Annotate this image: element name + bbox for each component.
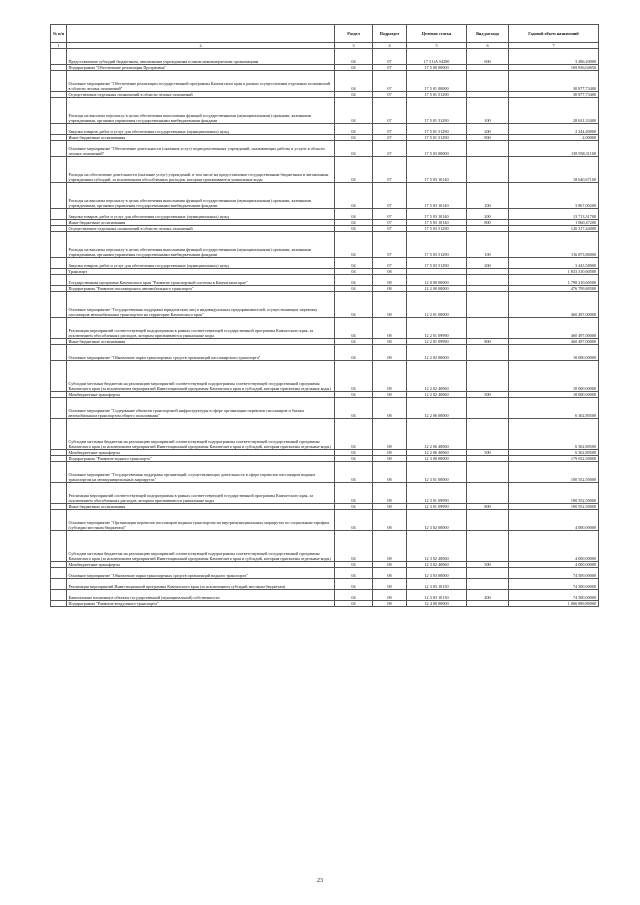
row-amount-cell: 10 000,00000 <box>509 361 599 392</box>
row-podrazdel-cell: 08 <box>373 318 407 339</box>
table-row <box>51 601 599 607</box>
row-number-cell <box>51 398 67 419</box>
row-amount-cell: 100 552,50000 <box>509 504 599 510</box>
row-target-article-cell: 17 5 03 10140 <box>407 220 467 226</box>
row-amount-cell: 120 317,44000 <box>509 226 599 232</box>
row-name-cell: Осуществление отдельных полномочий в области лесных отношений <box>67 92 335 98</box>
row-podrazdel-cell: 08 <box>373 462 407 483</box>
row-target-article-cell: 17 3 GA 54290 <box>407 49 467 65</box>
row-razdel-cell: 04 <box>335 601 373 607</box>
row-name-cell: Основное мероприятие "Государственная поддержка юридических лиц и индивидуальных предпринимателей, осуществляющих перевозку пассажиров автомобильным транспортом на территории Камчатского края" <box>67 292 335 318</box>
row-number-cell <box>51 49 67 65</box>
row-razdel-cell: 04 <box>335 71 373 92</box>
row-amount-cell: 3 867,00200 <box>509 183 599 209</box>
table-row <box>51 209 599 220</box>
row-name-cell: Субсидии местным бюджетам на реализацию мероприятий соответствующей подпрограммы соответствующей государственной программы Камчатского края (за исключением мероприятий Инвестиционной программы Камчатского края и субсидий, которым присвоены отдельные коды) <box>67 531 335 562</box>
row-number-cell <box>51 275 67 286</box>
row-expense-type-cell <box>467 292 509 318</box>
row-expense-type-cell: 100 <box>467 183 509 209</box>
row-name-cell: Расходы на выплаты персоналу в целях обеспечения выполнения функций государственными (муниципальными) органами, казенными учреждениями, органами управления государственными внебюджетными фондами <box>67 98 335 124</box>
row-expense-type-cell <box>467 318 509 339</box>
row-amount-cell: 460 497,00000 <box>509 292 599 318</box>
row-number-cell <box>51 531 67 562</box>
row-target-article-cell: 12 2 02 40060 <box>407 392 467 398</box>
row-podrazdel-cell: 08 <box>373 510 407 531</box>
row-amount-cell: 2,00000 <box>509 135 599 141</box>
table-row <box>51 590 599 601</box>
table-row <box>51 361 599 392</box>
row-name-cell: Расходы на выплаты персоналу в целях обеспечения выполнения функций государственными (муниципальными) органами, казенными учреждениями, органами управления государственными внебюджетными фондами <box>67 183 335 209</box>
row-expense-type-cell: 600 <box>467 49 509 65</box>
table-row <box>51 141 599 157</box>
row-target-article-cell: 12 3 02 40060 <box>407 531 467 562</box>
row-expense-type-cell: 800 <box>467 504 509 510</box>
header-row <box>51 25 599 43</box>
row-expense-type-cell: 500 <box>467 450 509 456</box>
page-number: 23 <box>317 878 323 884</box>
row-number-cell <box>51 361 67 392</box>
header-razdel: Раздел <box>335 25 373 43</box>
row-amount-cell: 3 286,20000 <box>509 49 599 65</box>
row-razdel-cell: 04 <box>335 392 373 398</box>
row-target-article-cell: 12 4 00 00000 <box>407 601 467 607</box>
table-row <box>51 71 599 92</box>
row-name-cell: Капитальные вложения в объекты государственной (муниципальной) собственности <box>67 590 335 601</box>
row-amount-cell: 1 833 310,60500 <box>509 269 599 275</box>
row-amount-cell: 28 631,33400 <box>509 98 599 124</box>
row-expense-type-cell <box>467 419 509 450</box>
row-target-article-cell: 17 5 00 00000 <box>407 65 467 71</box>
row-podrazdel-cell: 07 <box>373 49 407 65</box>
table-row <box>51 183 599 209</box>
row-name-cell: Реализация мероприятий соответствующей подпрограммы в рамках соответствующей государственной программы Камчатского края, за исключением обособленных расходов, которым присваиваются уникальные коды <box>67 483 335 504</box>
row-razdel-cell: 04 <box>335 232 373 258</box>
row-podrazdel-cell: 08 <box>373 286 407 292</box>
row-razdel-cell: 04 <box>335 510 373 531</box>
row-number-cell <box>51 419 67 450</box>
row-target-article-cell: 12 2 00 00000 <box>407 286 467 292</box>
row-target-article-cell: 12 3 03 10130 <box>407 579 467 590</box>
row-expense-type-cell: 200 <box>467 209 509 220</box>
row-amount-cell: 169 836,04650 <box>509 65 599 71</box>
row-podrazdel-cell: 08 <box>373 345 407 361</box>
row-razdel-cell: 04 <box>335 183 373 209</box>
row-podrazdel-cell: 08 <box>373 531 407 562</box>
row-podrazdel-cell: 08 <box>373 562 407 568</box>
row-razdel-cell: 04 <box>335 124 373 135</box>
row-expense-type-cell: 200 <box>467 258 509 269</box>
row-expense-type-cell <box>467 483 509 504</box>
table-row <box>51 49 599 65</box>
row-podrazdel-cell: 07 <box>373 209 407 220</box>
row-expense-type-cell: 100 <box>467 98 509 124</box>
header-podrazdel: Подраздел <box>373 25 407 43</box>
row-name-cell: Основное мероприятие "Государственная поддержка организаций, осуществляющих деятельность в сфере перевозок пассажиров водным транспортом на межмуниципальных маршрутах" <box>67 462 335 483</box>
row-name-cell: Реализация мероприятий Инвестиционной программы Камчатского края (за исключением субсидий местным бюджетам) <box>67 579 335 590</box>
row-number-cell <box>51 98 67 124</box>
row-razdel-cell: 04 <box>335 49 373 65</box>
row-name-cell: Основное мероприятие "Содержание объектов транспортной инфраструктуры в сфере организации перевозок пассажиров и багажа автомобильным транспортом общего пользования" <box>67 398 335 419</box>
row-amount-cell: 4 000,00000 <box>509 531 599 562</box>
row-number-cell <box>51 258 67 269</box>
column-number: 1 <box>51 43 67 49</box>
row-podrazdel-cell: 07 <box>373 92 407 98</box>
row-number-cell <box>51 292 67 318</box>
row-number-cell <box>51 601 67 607</box>
row-razdel-cell: 04 <box>335 65 373 71</box>
row-target-article-cell: 12 3 01 00000 <box>407 462 467 483</box>
row-expense-type-cell <box>467 568 509 579</box>
table-row <box>51 398 599 419</box>
row-number-cell <box>51 345 67 361</box>
row-razdel-cell: 04 <box>335 568 373 579</box>
row-razdel-cell: 04 <box>335 258 373 269</box>
row-name-cell: Подпрограмма "Развитие воздушного транспорта" <box>67 601 335 607</box>
row-amount-cell: 1 060,47200 <box>509 220 599 226</box>
table-row <box>51 292 599 318</box>
row-number-cell <box>51 209 67 220</box>
row-razdel-cell: 04 <box>335 275 373 286</box>
row-expense-type-cell <box>467 531 509 562</box>
row-name-cell: Основное мероприятие "Обновление парка транспортных средств организаций пассажирского транспорта" <box>67 345 335 361</box>
row-name-cell: Межбюджетные трансферты <box>67 450 335 456</box>
table-row <box>51 98 599 124</box>
row-amount-cell: 6 302,80500 <box>509 398 599 419</box>
row-expense-type-cell <box>467 275 509 286</box>
row-target-article-cell: 12 2 02 00000 <box>407 345 467 361</box>
row-name-cell: Осуществление отдельных полномочий в области лесных отношений <box>67 226 335 232</box>
row-podrazdel-cell: 08 <box>373 269 407 275</box>
row-razdel-cell: 04 <box>335 398 373 419</box>
row-razdel-cell: 04 <box>335 92 373 98</box>
table-row <box>51 531 599 562</box>
row-amount-cell: 116 873,86000 <box>509 232 599 258</box>
row-podrazdel-cell: 08 <box>373 398 407 419</box>
row-expense-type-cell <box>467 462 509 483</box>
row-target-article-cell: 17 5 01 00000 <box>407 71 467 92</box>
row-name-cell: Основное мероприятие "Обеспечение деятельности (оказания услуг) подведомственных учреждений, оказывающих работы и услуги в области лесных отношений" <box>67 141 335 157</box>
row-razdel-cell: 04 <box>335 286 373 292</box>
row-amount-cell: 460 497,00000 <box>509 318 599 339</box>
table-row <box>51 568 599 579</box>
row-expense-type-cell: 500 <box>467 562 509 568</box>
row-amount-cell: 2 244,40000 <box>509 124 599 135</box>
row-target-article-cell: 17 5 01 51290 <box>407 92 467 98</box>
row-podrazdel-cell: 08 <box>373 392 407 398</box>
row-name-cell: Субсидии местным бюджетам на реализацию мероприятий соответствующей подпрограммы соответствующей государственной программы Камчатского края (за исключением мероприятий Инвестиционной программы Камчатского края и субсидий, которым присвоены отдельные коды) <box>67 361 335 392</box>
column-number: 6 <box>467 43 509 49</box>
header-annual-amount: Годовой объем назначений <box>509 25 599 43</box>
table-row <box>51 124 599 135</box>
row-target-article-cell: 12 0 00 00000 <box>407 275 467 286</box>
row-name-cell: Подпрограмма "Развитие пассажирского автомобильного транспорта" <box>67 286 335 292</box>
row-number-cell <box>51 483 67 504</box>
row-amount-cell: 138 958,31100 <box>509 141 599 157</box>
header-number: № п/п <box>51 25 67 43</box>
row-expense-type-cell: 800 <box>467 339 509 345</box>
row-razdel-cell: 04 <box>335 579 373 590</box>
row-podrazdel-cell: 08 <box>373 483 407 504</box>
row-target-article-cell: 12 3 01 09990 <box>407 504 467 510</box>
row-podrazdel-cell: 08 <box>373 601 407 607</box>
row-podrazdel-cell: 08 <box>373 450 407 456</box>
row-razdel-cell: 04 <box>335 220 373 226</box>
row-name-cell: Закупка товаров, работ и услуг для обеспечения государственных (муниципальных) нужд <box>67 258 335 269</box>
row-name-cell: Расходы на выплаты персоналу в целях обеспечения выполнения функций государственными (муниципальными) органами, казенными учреждениями, органами управления государственными внебюджетными фондами <box>67 232 335 258</box>
row-podrazdel-cell: 07 <box>373 98 407 124</box>
row-razdel-cell: 04 <box>335 562 373 568</box>
row-podrazdel-cell: 08 <box>373 275 407 286</box>
row-razdel-cell: 04 <box>335 226 373 232</box>
table-row <box>51 462 599 483</box>
row-name-cell: Реализация мероприятий соответствующей подпрограммы в рамках соответствующей государственной программы Камчатского края, за исключением обособленных расходов, которым присваиваются уникальные коды <box>67 318 335 339</box>
header-name <box>67 25 335 43</box>
row-amount-cell: 4 000,00000 <box>509 510 599 531</box>
row-target-article-cell: 12 2 06 40060 <box>407 419 467 450</box>
row-expense-type-cell <box>467 345 509 361</box>
column-number: 2 <box>67 43 335 49</box>
row-name-cell: Иные бюджетные ассигнования <box>67 135 335 141</box>
row-expense-type-cell <box>467 361 509 392</box>
row-podrazdel-cell: 07 <box>373 71 407 92</box>
row-target-article-cell: 12 3 03 00000 <box>407 568 467 579</box>
row-target-article-cell: 17 5 01 51290 <box>407 98 467 124</box>
row-amount-cell: 30 877,73400 <box>509 71 599 92</box>
row-amount-cell: 74 500,00000 <box>509 590 599 601</box>
row-target-article-cell: 12 2 02 40060 <box>407 361 467 392</box>
row-podrazdel-cell: 07 <box>373 183 407 209</box>
row-amount-cell: 476 799,80500 <box>509 286 599 292</box>
row-razdel-cell: 04 <box>335 531 373 562</box>
header-target-article: Целевая статья <box>407 25 467 43</box>
table-row <box>51 232 599 258</box>
table-row <box>51 345 599 361</box>
row-amount-cell: 1 066 889,80000 <box>509 601 599 607</box>
row-razdel-cell: 04 <box>335 269 373 275</box>
row-razdel-cell: 04 <box>335 292 373 318</box>
row-razdel-cell: 04 <box>335 462 373 483</box>
row-razdel-cell: 04 <box>335 157 373 183</box>
row-podrazdel-cell: 08 <box>373 419 407 450</box>
row-expense-type-cell <box>467 141 509 157</box>
table-body <box>51 49 599 607</box>
row-target-article-cell: 12 2 06 00000 <box>407 398 467 419</box>
row-expense-type-cell <box>467 398 509 419</box>
row-name-cell: Межбюджетные трансферты <box>67 562 335 568</box>
row-target-article-cell: 12 2 01 00000 <box>407 292 467 318</box>
row-number-cell <box>51 462 67 483</box>
row-name-cell: Основное мероприятие "Организация перевозок пассажиров водным транспортом на внутримуниципальных маршрутах по социальным тарифам (субсидии местным бюджетам)" <box>67 510 335 531</box>
row-amount-cell: 1 798 210,60500 <box>509 275 599 286</box>
table-row <box>51 510 599 531</box>
row-number-cell <box>51 232 67 258</box>
row-podrazdel-cell: 07 <box>373 220 407 226</box>
table-row <box>51 419 599 450</box>
table-row <box>51 258 599 269</box>
row-amount-cell: 74 500,00000 <box>509 568 599 579</box>
row-name-cell: Иные бюджетные ассигнования <box>67 504 335 510</box>
row-target-article-cell: 17 5 03 51290 <box>407 226 467 232</box>
row-razdel-cell: 04 <box>335 361 373 392</box>
row-razdel-cell: 04 <box>335 135 373 141</box>
row-podrazdel-cell: 08 <box>373 590 407 601</box>
row-name-cell: Предоставление субсидий бюджетным, автономным учреждениям и иным некоммерческим организациям <box>67 49 335 65</box>
table-row <box>51 579 599 590</box>
row-number-cell <box>51 124 67 135</box>
budget-allocation-table <box>50 24 599 607</box>
table-row <box>51 157 599 183</box>
row-expense-type-cell <box>467 71 509 92</box>
row-amount-cell: 13 713,31700 <box>509 209 599 220</box>
row-target-article-cell: 12 3 02 00000 <box>407 510 467 531</box>
row-number-cell <box>51 590 67 601</box>
row-target-article-cell: 12 3 03 10130 <box>407 590 467 601</box>
row-number-cell <box>51 183 67 209</box>
row-expense-type-cell: 100 <box>467 232 509 258</box>
row-target-article-cell: 17 5 03 10140 <box>407 183 467 209</box>
row-target-article-cell: 17 5 01 51290 <box>407 135 467 141</box>
row-name-cell: Субсидии местным бюджетам на реализацию мероприятий соответствующей подпрограммы соответствующей государственной программы Камчатского края (за исключением мероприятий Инвестиционной программы Камчатского края и субсидий, которым присвоены отдельные коды) <box>67 419 335 450</box>
column-number: 3 <box>335 43 373 49</box>
row-expense-type-cell: 500 <box>467 392 509 398</box>
row-podrazdel-cell: 08 <box>373 361 407 392</box>
row-podrazdel-cell: 07 <box>373 65 407 71</box>
row-name-cell: Закупка товаров, работ и услуг для обеспечения государственных (муниципальных) нужд <box>67 209 335 220</box>
header-expense-type: Вид расхода <box>467 25 509 43</box>
row-name-cell: Государственная программа Камчатского края "Развитие транспортной системы в Камчатском крае" <box>67 275 335 286</box>
row-expense-type-cell <box>467 601 509 607</box>
budget-document-page <box>50 24 598 607</box>
row-name-cell: Подпрограмма "Обеспечение реализации Программы" <box>67 65 335 71</box>
row-podrazdel-cell: 08 <box>373 456 407 462</box>
row-target-article-cell: 12 2 01 09990 <box>407 318 467 339</box>
row-podrazdel-cell: 07 <box>373 157 407 183</box>
row-razdel-cell: 04 <box>335 98 373 124</box>
row-number-cell <box>51 318 67 339</box>
row-podrazdel-cell: 07 <box>373 124 407 135</box>
row-target-article-cell: 12 3 02 40060 <box>407 562 467 568</box>
row-number-cell <box>51 71 67 92</box>
row-number-cell <box>51 510 67 531</box>
row-razdel-cell: 04 <box>335 339 373 345</box>
row-name-cell: Транспорт <box>67 269 335 275</box>
row-razdel-cell: 04 <box>335 345 373 361</box>
row-podrazdel-cell: 08 <box>373 568 407 579</box>
row-target-article-cell: 17 5 03 51290 <box>407 232 467 258</box>
row-amount-cell: 179 052,50000 <box>509 456 599 462</box>
row-razdel-cell: 04 <box>335 483 373 504</box>
column-number: 7 <box>509 43 599 49</box>
row-target-article-cell: 12 3 01 09990 <box>407 483 467 504</box>
row-name-cell: Иные бюджетные ассигнования <box>67 220 335 226</box>
row-expense-type-cell: 800 <box>467 220 509 226</box>
column-number: 5 <box>407 43 467 49</box>
row-amount-cell: 100 552,50000 <box>509 483 599 504</box>
row-number-cell <box>51 157 67 183</box>
row-podrazdel-cell: 07 <box>373 226 407 232</box>
row-podrazdel-cell: 08 <box>373 339 407 345</box>
row-target-article-cell: 17 5 01 51290 <box>407 124 467 135</box>
row-razdel-cell: 04 <box>335 141 373 157</box>
row-name-cell: Основное мероприятие "Обеспечение реализации государственной программы Камчатского края в рамках осуществления отдельных полномочий в области лесных отношений" <box>67 71 335 92</box>
row-amount-cell: 18 640,67100 <box>509 157 599 183</box>
table-row <box>51 318 599 339</box>
row-expense-type-cell <box>467 510 509 531</box>
row-name-cell: Межбюджетные трансферты <box>67 392 335 398</box>
row-razdel-cell: 04 <box>335 504 373 510</box>
row-amount-cell: 10 000,00000 <box>509 392 599 398</box>
row-name-cell: Расходы на обеспечение деятельности (оказание услуг) учреждений, в том числе на предоставление государственным бюджетным и автономным учреждениям субсидий, за исключением обособленных расходов, которым присваиваются уникальные коды <box>67 157 335 183</box>
row-amount-cell: 10 000,00000 <box>509 345 599 361</box>
row-name-cell: Подпрограмма "Развитие водного транспорта" <box>67 456 335 462</box>
row-podrazdel-cell: 07 <box>373 141 407 157</box>
table-row <box>51 483 599 504</box>
row-number-cell <box>51 141 67 157</box>
row-razdel-cell: 04 <box>335 419 373 450</box>
row-target-article-cell: 17 5 03 10140 <box>407 157 467 183</box>
row-number-cell <box>51 579 67 590</box>
row-amount-cell: 4 000,00000 <box>509 562 599 568</box>
column-number: 4 <box>373 43 407 49</box>
row-target-article-cell: 12 3 00 00000 <box>407 456 467 462</box>
row-target-article-cell: 12 2 06 40060 <box>407 450 467 456</box>
row-amount-cell: 460 497,00000 <box>509 339 599 345</box>
row-razdel-cell: 04 <box>335 450 373 456</box>
row-amount-cell: 6 302,80500 <box>509 450 599 456</box>
row-razdel-cell: 04 <box>335 456 373 462</box>
row-target-article-cell: 17 5 03 00000 <box>407 141 467 157</box>
row-amount-cell: 30 877,73400 <box>509 92 599 98</box>
row-amount-cell: 6 302,80500 <box>509 419 599 450</box>
row-razdel-cell: 04 <box>335 318 373 339</box>
row-expense-type-cell <box>467 157 509 183</box>
row-amount-cell: 100 552,50000 <box>509 462 599 483</box>
row-expense-type-cell: 200 <box>467 124 509 135</box>
row-razdel-cell: 04 <box>335 209 373 220</box>
row-name-cell: Иные бюджетные ассигнования <box>67 339 335 345</box>
row-target-article-cell: 17 5 03 10140 <box>407 209 467 220</box>
row-number-cell <box>51 568 67 579</box>
row-podrazdel-cell: 07 <box>373 232 407 258</box>
row-target-article-cell: 17 5 03 51290 <box>407 258 467 269</box>
row-amount-cell: 3 443,58000 <box>509 258 599 269</box>
row-name-cell: Основное мероприятие "Обновление парка транспортных средств организаций водного транспорта" <box>67 568 335 579</box>
row-razdel-cell: 04 <box>335 590 373 601</box>
row-target-article-cell: 12 2 01 09990 <box>407 339 467 345</box>
row-expense-type-cell: 800 <box>467 135 509 141</box>
row-podrazdel-cell: 08 <box>373 292 407 318</box>
row-amount-cell: 74 500,00000 <box>509 579 599 590</box>
row-name-cell: Закупка товаров, работ и услуг для обеспечения государственных (муниципальных) нужд <box>67 124 335 135</box>
table-row <box>51 275 599 286</box>
row-podrazdel-cell: 08 <box>373 504 407 510</box>
row-expense-type-cell: 400 <box>467 590 509 601</box>
row-podrazdel-cell: 08 <box>373 579 407 590</box>
row-podrazdel-cell: 07 <box>373 258 407 269</box>
row-expense-type-cell <box>467 579 509 590</box>
row-podrazdel-cell: 07 <box>373 135 407 141</box>
